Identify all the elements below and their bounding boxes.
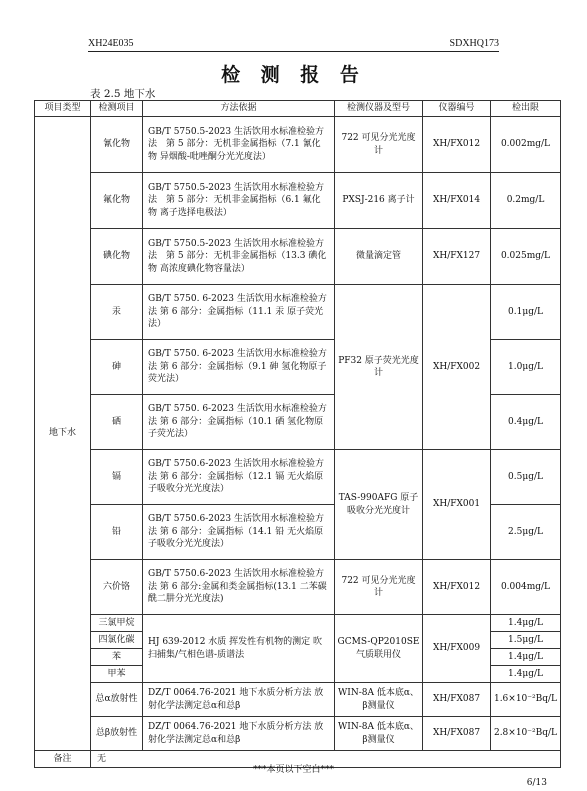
report-title: 检 测 报 告 bbox=[221, 64, 366, 86]
table-row bbox=[35, 717, 561, 751]
instrument-cell: 722 可见分光光度计 bbox=[335, 117, 423, 173]
limit-cell: 1.4μg/L bbox=[491, 666, 561, 683]
item-cell: 砷 bbox=[91, 340, 143, 395]
page-number: 6/13 bbox=[526, 778, 547, 788]
table-row bbox=[35, 285, 561, 340]
item-cell: 氟化物 bbox=[91, 173, 143, 229]
table-row bbox=[35, 450, 561, 505]
table-row bbox=[35, 229, 561, 285]
col-header: 检出限 bbox=[491, 101, 561, 117]
instrument-id-cell: XH/FX002 bbox=[423, 285, 491, 450]
limit-cell: 0.1μg/L bbox=[491, 285, 561, 340]
report-code-right: SDXHQ173 bbox=[449, 38, 499, 49]
item-cell: 六价铬 bbox=[91, 560, 143, 615]
item-cell: 汞 bbox=[91, 285, 143, 340]
col-header: 检测仪器及型号 bbox=[335, 101, 423, 117]
limit-cell: 0.004mg/L bbox=[491, 560, 561, 615]
limit-cell: 2.5μg/L bbox=[491, 505, 561, 560]
method-cell: GB/T 5750.5-2023 生活饮用水标准检验方法 第 5 部分：无机非金属指标（6.1 氟化物 离子选择电极法） bbox=[143, 173, 335, 229]
method-cell: GB/T 5750. 6-2023 生活饮用水标准检验方法 第 6 部分：金属指标（9.1 砷 氢化物原子荧光法） bbox=[143, 340, 335, 395]
limit-cell: 1.4μg/L bbox=[491, 615, 561, 632]
instrument-cell: 微量滴定管 bbox=[335, 229, 423, 285]
instrument-cell: GCMS-QP2010SE 气质联用仪 bbox=[335, 615, 423, 683]
item-cell: 氰化物 bbox=[91, 117, 143, 173]
instrument-cell: TAS-990AFG 原子吸收分光光度计 bbox=[335, 450, 423, 560]
table-header-row bbox=[35, 101, 561, 117]
method-cell: GB/T 5750.5-2023 生活饮用水标准检验方法 第 5 部分：无机非金属指标（7.1 氰化物 异烟酸-吡唑酮分光光度法） bbox=[143, 117, 335, 173]
table-row bbox=[35, 560, 561, 615]
method-cell: GB/T 5750.6-2023 生活饮用水标准检验方法 第 6 部分:金属和类金属指标(13.1 二苯碳酰二肼分光光度法) bbox=[143, 560, 335, 615]
method-cell: HJ 639-2012 水质 挥发性有机物的测定 吹扫捕集/气相色谱-质谱法 bbox=[143, 615, 335, 683]
remark-value: 无 bbox=[91, 751, 561, 768]
blank-below-note: ***本页以下空白*** bbox=[252, 765, 334, 775]
method-cell: GB/T 5750.6-2023 生活饮用水标准检验方法 第 6 部分：金属指标（14.1 铅 无火焰原子吸收分光光度法） bbox=[143, 505, 335, 560]
category-cell: 地下水 bbox=[35, 117, 91, 751]
table-row bbox=[35, 683, 561, 717]
item-cell: 总β放射性 bbox=[91, 717, 143, 751]
limit-cell: 1.6×10⁻²Bq/L bbox=[491, 683, 561, 717]
header-rule bbox=[88, 51, 499, 52]
instrument-id-cell: XH/FX012 bbox=[423, 560, 491, 615]
method-cell: DZ/T 0064.76-2021 地下水质分析方法 放射化学法测定总α和总β bbox=[143, 717, 335, 751]
limit-cell: 0.025mg/L bbox=[491, 229, 561, 285]
method-cell: DZ/T 0064.76-2021 地下水质分析方法 放射化学法测定总α和总β bbox=[143, 683, 335, 717]
item-cell: 三氯甲烷 bbox=[91, 615, 143, 632]
limit-cell: 1.5μg/L bbox=[491, 632, 561, 649]
table-title: 表 2.5 地下水 bbox=[90, 88, 156, 100]
report-code-left: XH24E035 bbox=[88, 38, 134, 49]
limit-cell: 2.8×10⁻²Bq/L bbox=[491, 717, 561, 751]
item-cell: 铅 bbox=[91, 505, 143, 560]
col-header: 仪器编号 bbox=[423, 101, 491, 117]
instrument-id-cell: XH/FX014 bbox=[423, 173, 491, 229]
limit-cell: 0.002mg/L bbox=[491, 117, 561, 173]
limit-cell: 0.5μg/L bbox=[491, 450, 561, 505]
method-cell: GB/T 5750.5-2023 生活饮用水标准检验方法 第 5 部分：无机非金属指标（13.3 碘化物 高浓度碘化物容量法） bbox=[143, 229, 335, 285]
limit-cell: 1.4μg/L bbox=[491, 649, 561, 666]
instrument-cell: WIN-8A 低本底α、β测量仪 bbox=[335, 717, 423, 751]
table-row bbox=[35, 117, 561, 173]
groundwater-table bbox=[34, 100, 561, 768]
method-cell: GB/T 5750. 6-2023 生活饮用水标准检验方法 第 6 部分：金属指标（11.1 汞 原子荧光法） bbox=[143, 285, 335, 340]
instrument-id-cell: XH/FX009 bbox=[423, 615, 491, 683]
instrument-cell: 722 可见分光光度计 bbox=[335, 560, 423, 615]
instrument-id-cell: XH/FX001 bbox=[423, 450, 491, 560]
item-cell: 总α放射性 bbox=[91, 683, 143, 717]
instrument-id-cell: XH/FX087 bbox=[423, 683, 491, 717]
item-cell: 四氯化碳 bbox=[91, 632, 143, 649]
instrument-id-cell: XH/FX127 bbox=[423, 229, 491, 285]
limit-cell: 0.4μg/L bbox=[491, 395, 561, 450]
item-cell: 镉 bbox=[91, 450, 143, 505]
limit-cell: 0.2mg/L bbox=[491, 173, 561, 229]
method-cell: GB/T 5750.6-2023 生活饮用水标准检验方法 第 6 部分：金属指标（12.1 镉 无火焰原子吸收分光光度法） bbox=[143, 450, 335, 505]
col-header: 方法依据 bbox=[143, 101, 335, 117]
instrument-cell: WIN-8A 低本底α、β测量仪 bbox=[335, 683, 423, 717]
item-cell: 碘化物 bbox=[91, 229, 143, 285]
item-cell: 苯 bbox=[91, 649, 143, 666]
limit-cell: 1.0μg/L bbox=[491, 340, 561, 395]
remark-label: 备注 bbox=[35, 751, 91, 768]
instrument-cell: PF32 原子荧光光度计 bbox=[335, 285, 423, 450]
instrument-id-cell: XH/FX087 bbox=[423, 717, 491, 751]
table-row bbox=[35, 615, 561, 632]
item-cell: 硒 bbox=[91, 395, 143, 450]
instrument-id-cell: XH/FX012 bbox=[423, 117, 491, 173]
col-header: 项目类型 bbox=[35, 101, 91, 117]
table-row bbox=[35, 173, 561, 229]
col-header: 检测项目 bbox=[91, 101, 143, 117]
instrument-cell: PXSJ-216 离子计 bbox=[335, 173, 423, 229]
method-cell: GB/T 5750. 6-2023 生活饮用水标准检验方法 第 6 部分：金属指标（10.1 硒 氢化物原子荧光法） bbox=[143, 395, 335, 450]
item-cell: 甲苯 bbox=[91, 666, 143, 683]
